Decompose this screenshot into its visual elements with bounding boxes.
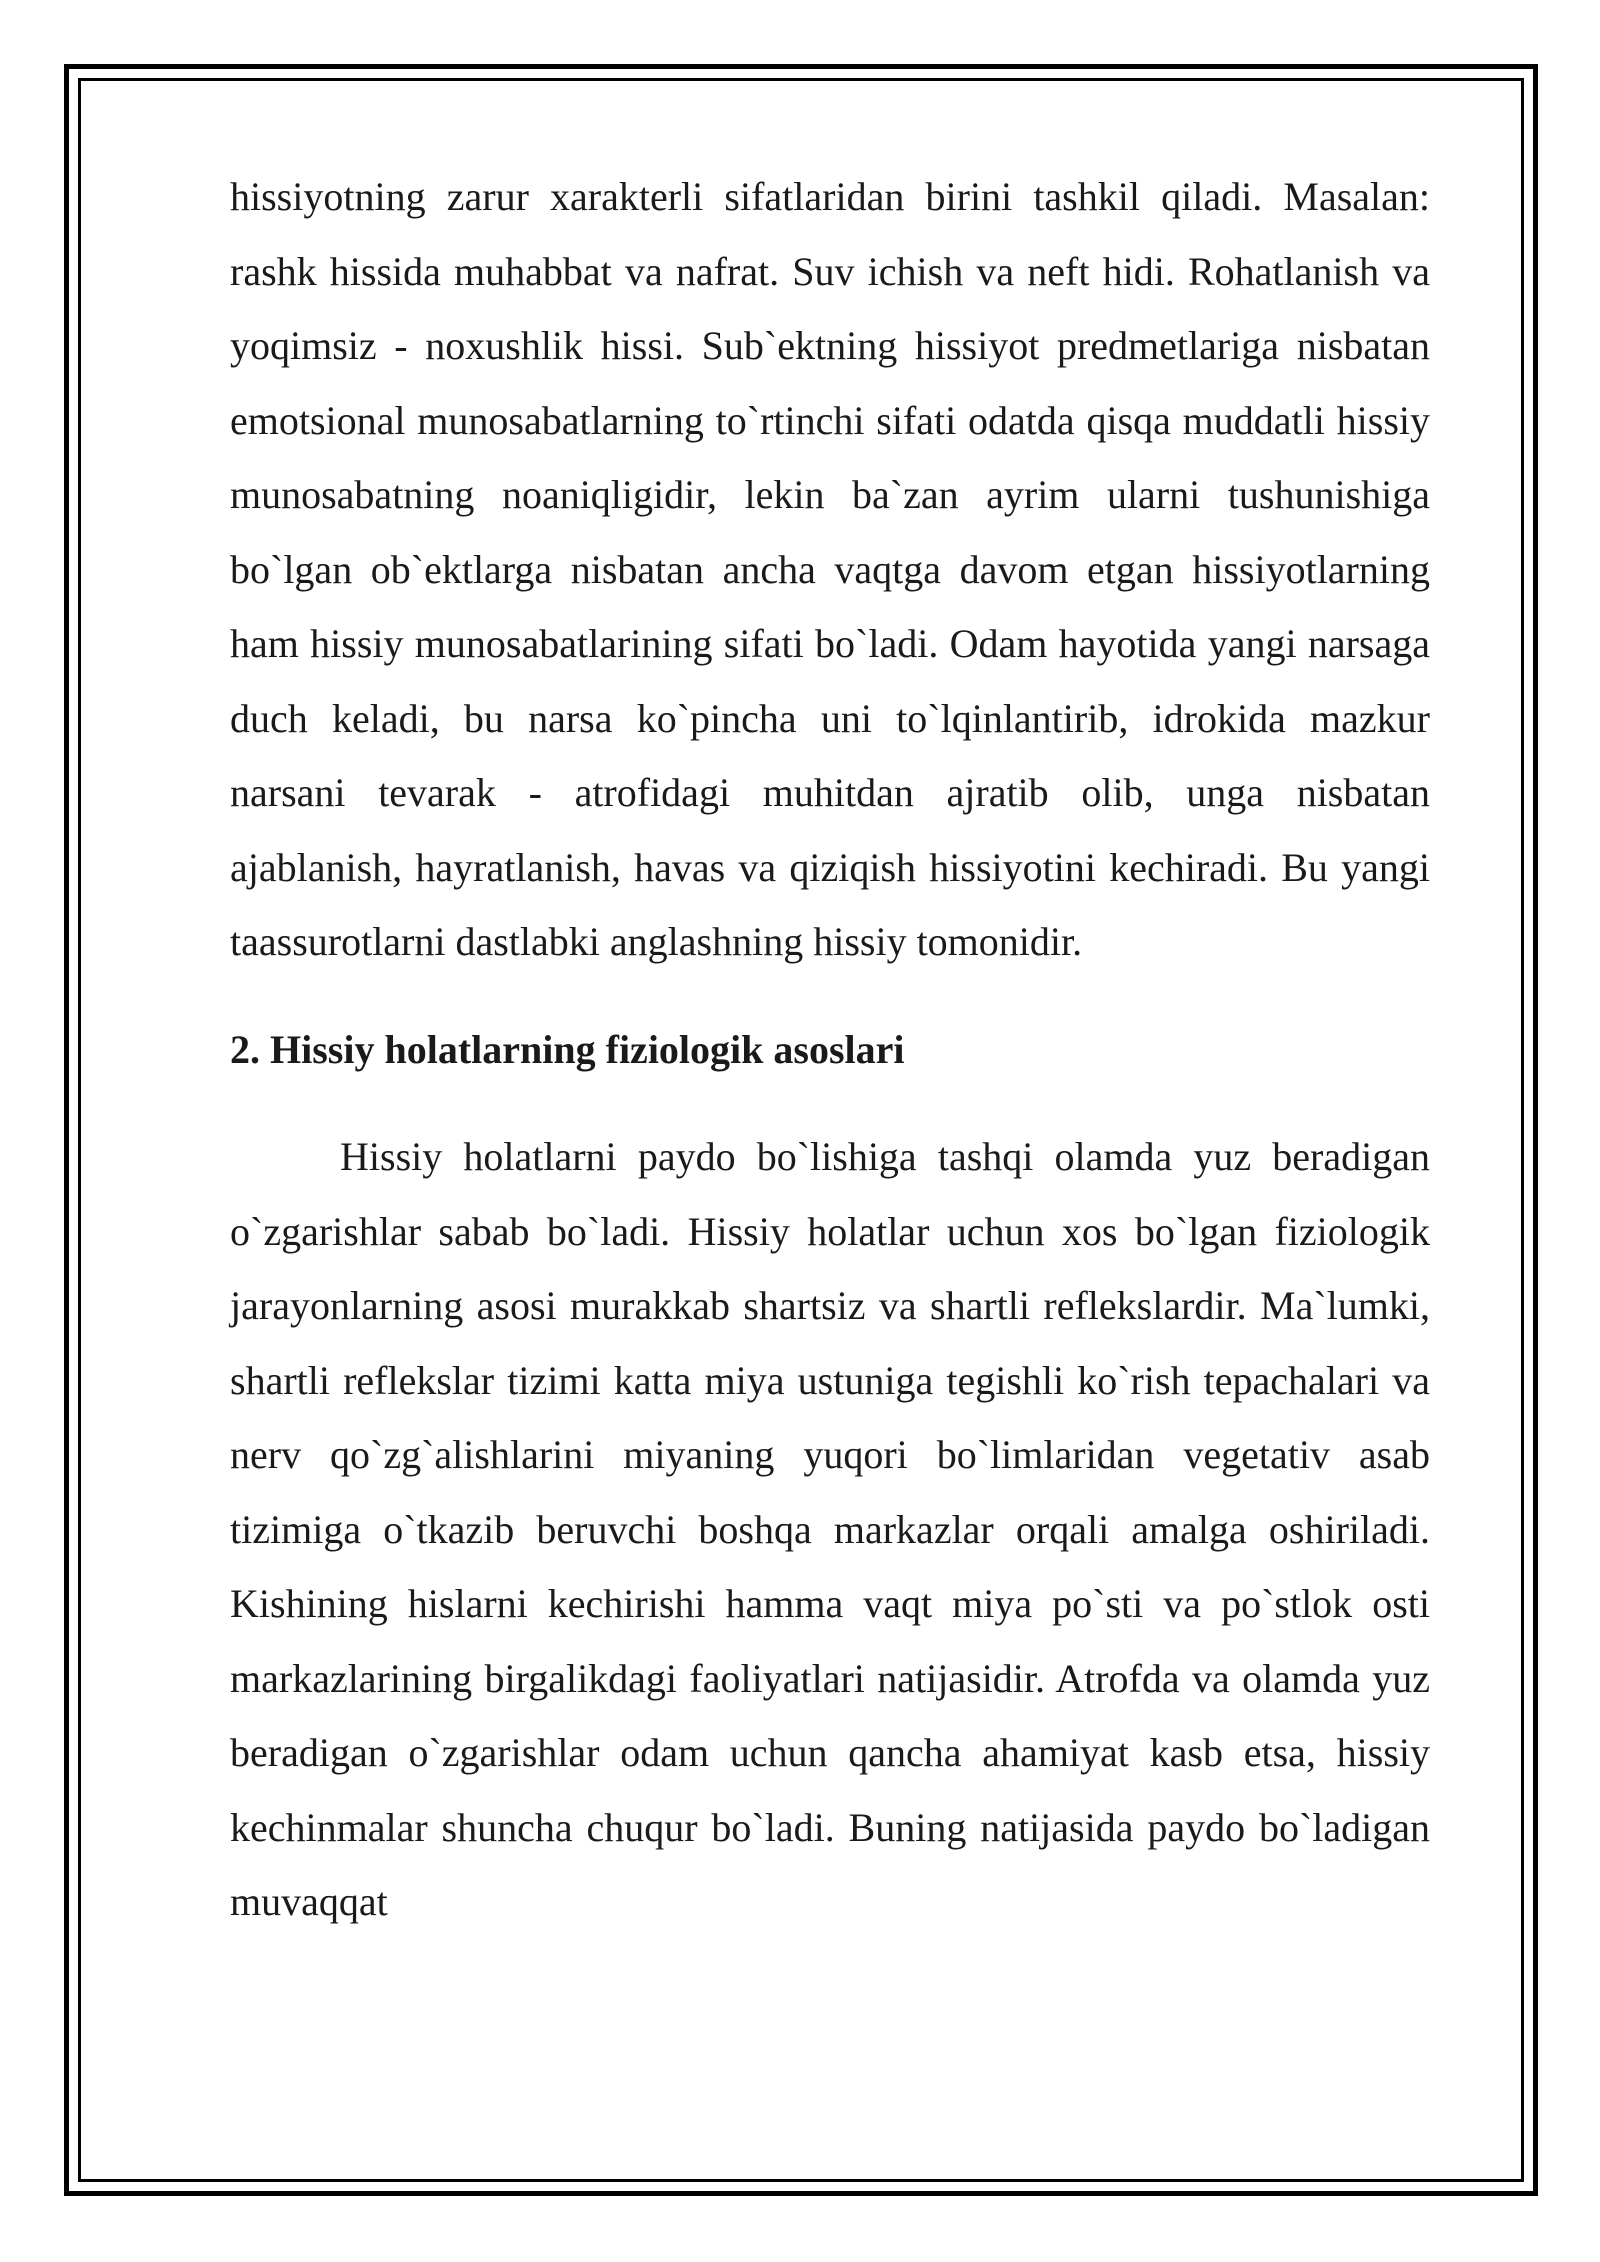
paragraph-1: hissiyotning zarur xarakterli sifatlaridan birini tashkil qiladi. Masalan: rashk hissida muhabbat va nafrat. Suv ichish va neft hidi. Rohatlanish va yoqimsiz - noxushlik hissi. Sub`ektning hissiyot predmetlariga nisbatan emotsional munosabatlarning to`rtinchi sifati odatda qisqa muddatli hissiy munosabatning noaniqligidir, lekin ba`zan ayrim ularni tushunishiga bo`lgan ob`ektlarga nisbatan ancha vaqtga davom etgan hissiyotlarning ham hissiy munosabatlarining sifati bo`ladi. Odam hayotida yangi narsaga duch keladi, bu narsa ko`pincha uni to`lqinlantirib, idrokida mazkur narsani tevarak - atrofidagi muhitdan ajratib olib, unga nisbatan ajablanish, hayratlanish, havas va qiziqish hissiyotini kechiradi. Bu yangi taassurotlarni dastlabki anglashning hissiy tomonidir.: [230, 174, 1430, 964]
section-heading: 2. Hissiy holatlarning fiziologik asoslari: [230, 1026, 905, 1072]
paragraph-2: Hissiy holatlarni paydo bo`lishiga tashqi olamda yuz beradigan o`zgarishlar sabab bo`ladi. Hissiy holatlar uchun xos bo`lgan fiziologik jarayonlarning asosi murakkab shartsiz va shartli reflekslardir. Ma`lumki, shartli reflekslar tizimi katta miya ustuniga tegishli ko`rish tepachalari va nerv qo`zg`alishlarini miyaning yuqori bo`limlaridan vegetativ asab tizimiga o`tkazib beruvchi boshqa markazlar orqali amalga oshiriladi. Kishining hislarni kechirishi hamma vaqt miya po`sti va po`stlok osti markazlarining birgalikdagi faoliyatlari natijasidir. Atrofda va olamda yuz beradigan o`zgarishlar odam uchun qancha ahamiyat kasb etsa, hissiy kechinmalar shuncha chuqur bo`ladi. Buning natijasida paydo bo`ladigan muvaqqat: [230, 1134, 1430, 1924]
document-body: [230, 160, 1430, 1940]
